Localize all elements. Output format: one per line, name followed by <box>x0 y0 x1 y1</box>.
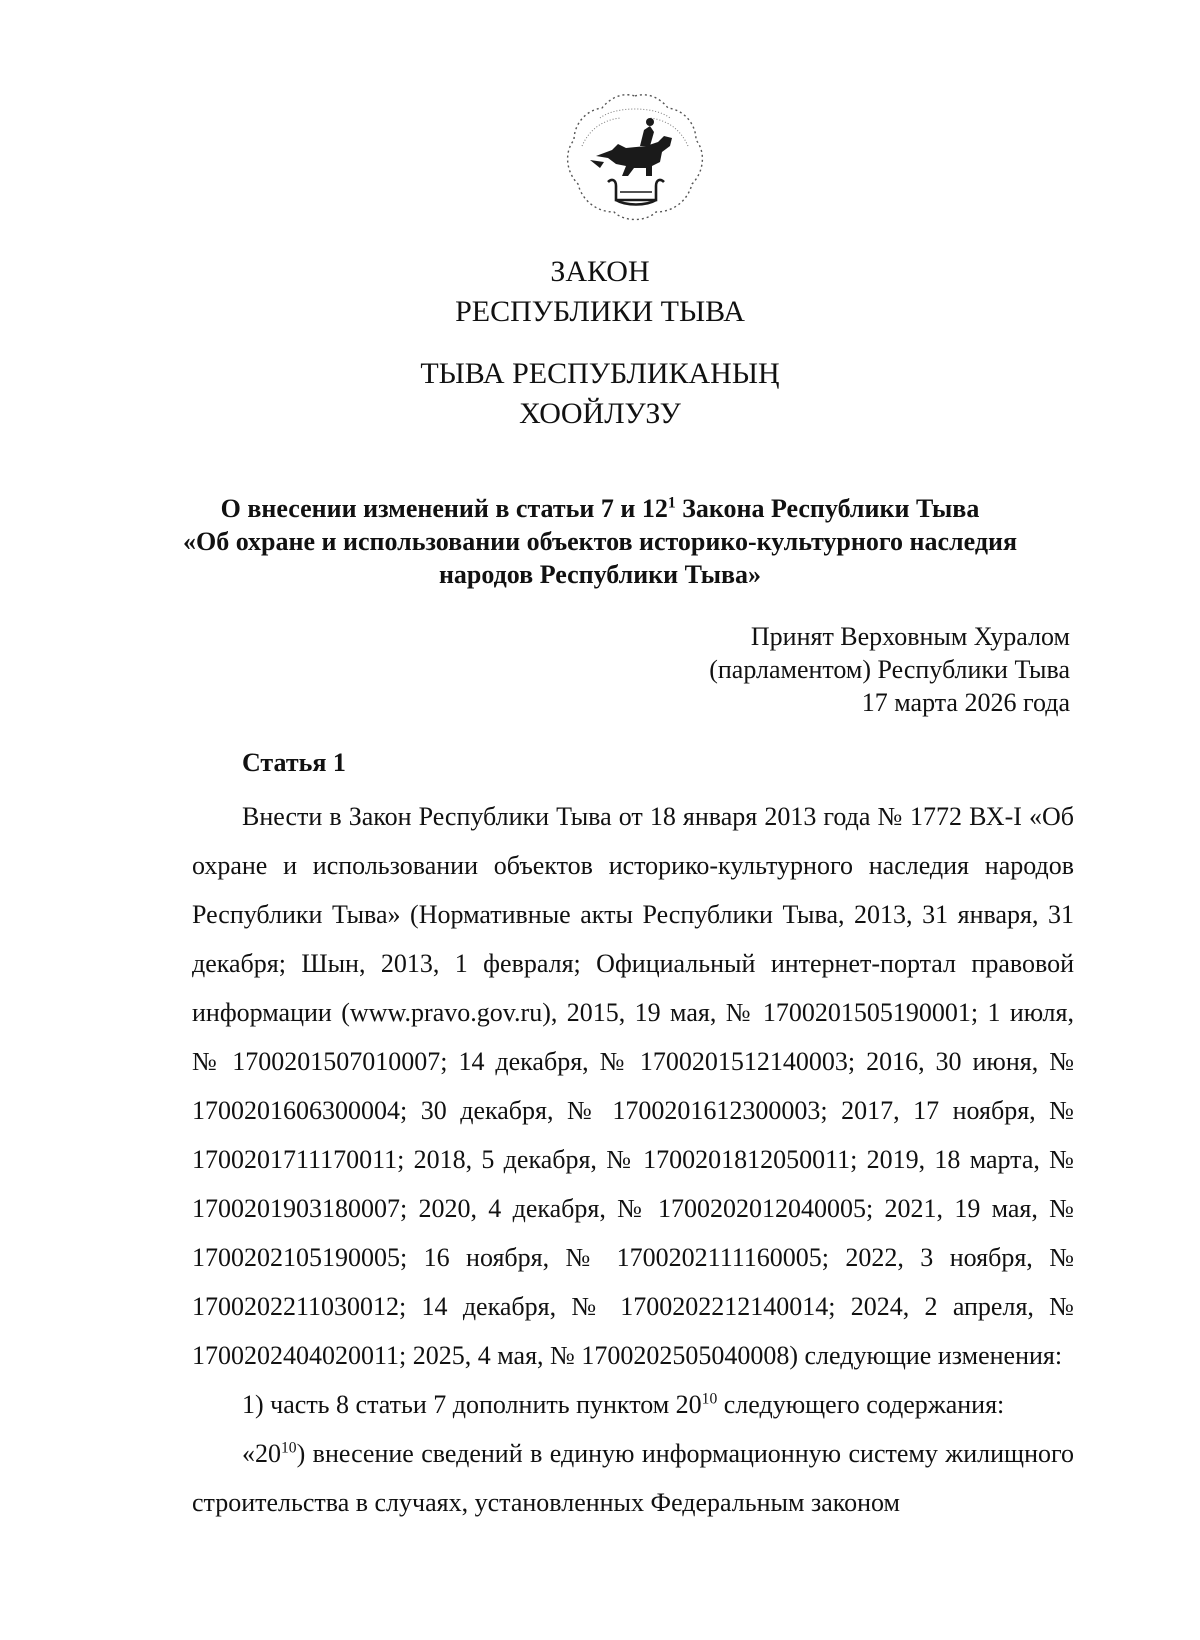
coat-of-arms-icon <box>560 88 710 228</box>
article-paragraph: Внести в Закон Республики Тыва от 18 января 2013 года № 1772 ВХ-I «Об охране и использовании объектов историко-культурного наследия народов Республики Тыва» (Нормативные акты Республики Тыва, 2013, 31 января, 31 декабря; Шын, 2013, 1 февраля; Официальный интернет-портал правовой информации (www.pravo.gov.ru), 2015, 19 мая, № 1700201505190001; 1 июля, № 1700201507010007; 14 декабря, № 1700201512140003; 2016, 30 июня, № 1700201606300004; 30 декабря, № 1700201612300003; 2017, 17 ноября, № 1700201711170011; 2018, 5 декабря, № 1700201812050011; 2019, 18 марта, № 1700201903180007; 2020, 4 декабря, № 1700202012040005; 2021, 19 мая, № 1700202105190005; 16 ноября, № 1700202111160005; 2022, 3 ноября, № 1700202211030012; 14 декабря, № 1700202212140014; 2024, 2 апреля, № 1700202404020011; 2025, 4 мая, № 1700202505040008) следующие изменения: <box>192 802 1074 1370</box>
adoption-date: 17 марта 2026 года <box>861 688 1070 717</box>
law-subject <box>150 492 1050 591</box>
law-title <box>0 252 1200 332</box>
article-heading: Статья 1 <box>242 748 346 777</box>
adoption-note <box>709 620 1070 719</box>
law-title-line: ЗАКОН <box>550 255 650 288</box>
law-subject-line: О внесении изменений в статьи 7 и $12^1$ Закона Республики Тыва <box>220 494 980 523</box>
adoption-line: (парламентом) Республики Тыва <box>709 655 1070 684</box>
law-title-tuvan-line: ХООЙЛУЗУ <box>519 397 681 430</box>
law-subject-line: народов Республики Тыва» <box>438 560 762 589</box>
law-subject-line: «Об охране и использовании объектов историко-культурного наследия <box>182 527 1018 556</box>
law-title-tuvan <box>0 354 1200 434</box>
law-title-line: РЕСПУБЛИКИ ТЫВА <box>455 295 745 328</box>
article-body <box>192 792 1074 1527</box>
article-quote: «$20^{10}$) внесение сведений в единую информационную систему жилищного строительства в случаях, установленных Федеральным законом <box>192 1439 1074 1517</box>
adoption-line: Принят Верховным Хуралом <box>750 622 1070 651</box>
article-item: 1) часть 8 статьи 7 дополнить пунктом $20^{10}$ следующего содержания: <box>242 1390 1005 1419</box>
law-title-tuvan-line: ТЫВА РЕСПУБЛИКАНЫҢ <box>420 357 780 390</box>
